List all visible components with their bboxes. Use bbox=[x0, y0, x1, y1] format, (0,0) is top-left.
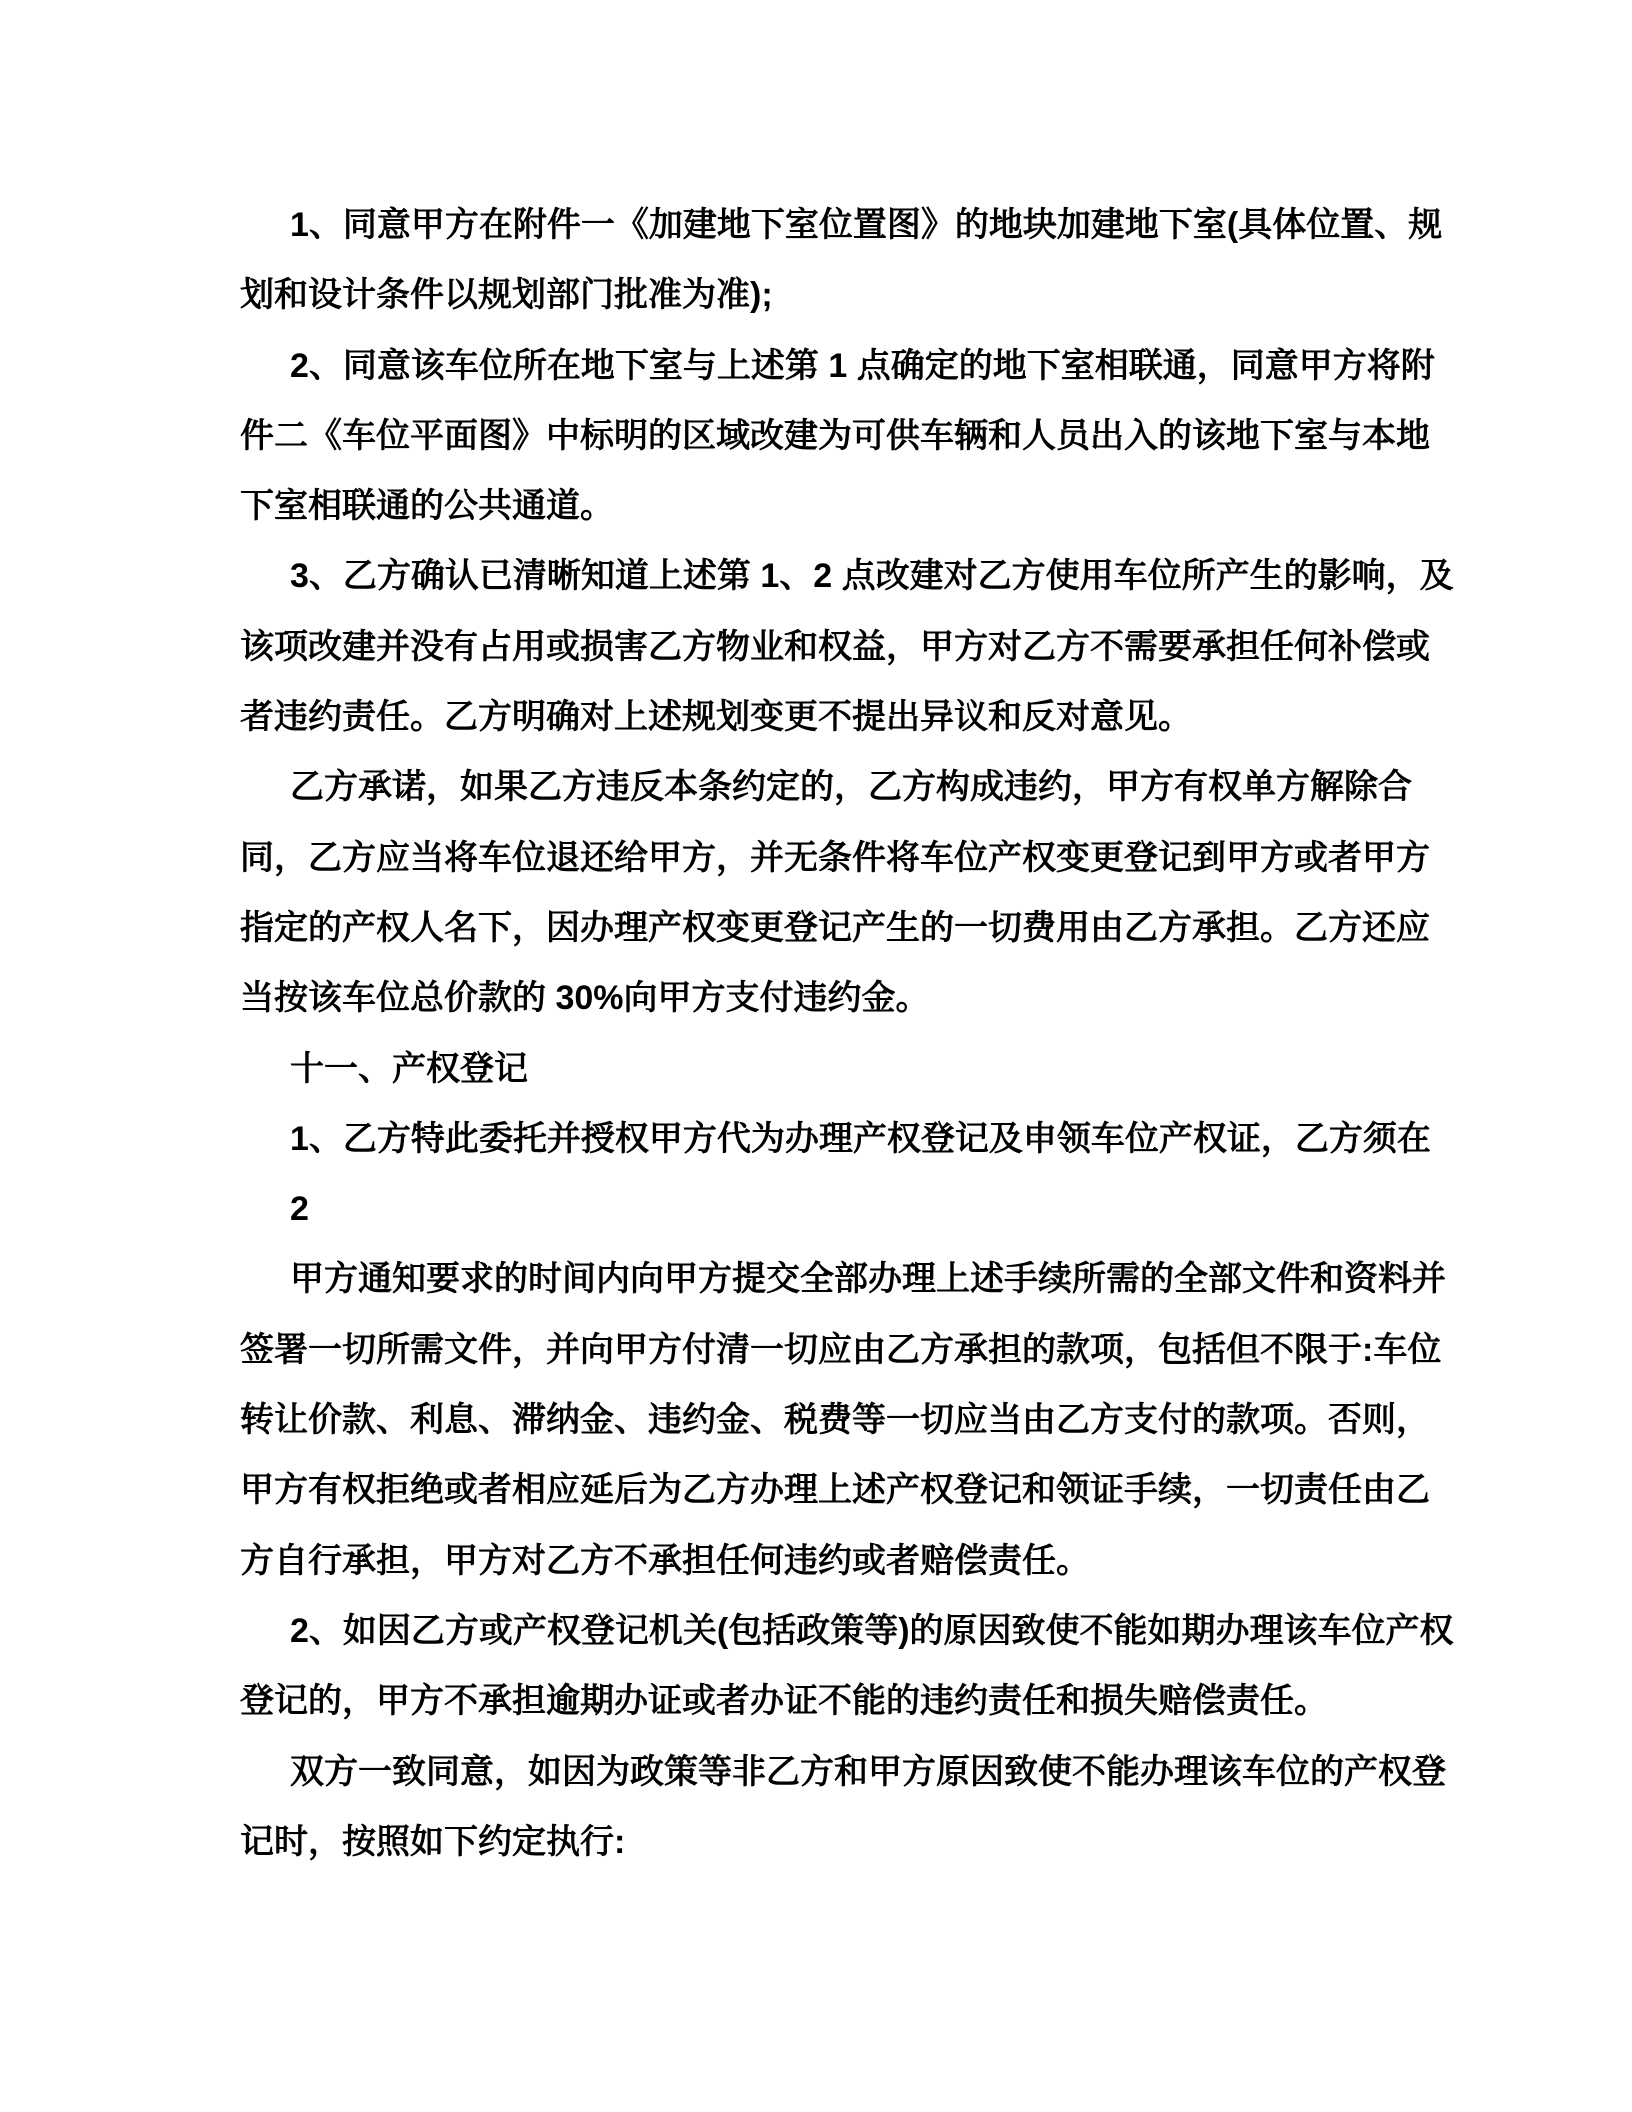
text-line: 当按该车位总价款的 30%向甲方支付违约金。 bbox=[240, 979, 930, 1018]
text-line: 者违约责任。乙方明确对上述规划变更不提出异议和反对意见。 bbox=[240, 698, 1192, 737]
text-line: 下室相联通的公共通道。 bbox=[240, 487, 614, 526]
text-line: 乙方承诺，如果乙方违反本条约定的，乙方构成违约，甲方有权单方解除合 bbox=[290, 768, 1412, 807]
text-line: 记时，按照如下约定执行: bbox=[240, 1822, 626, 1861]
text-line: 1、同意甲方在附件一《加建地下室位置图》的地块加建地下室(具体位置、规 bbox=[290, 206, 1443, 244]
text-line: 方自行承担，甲方对乙方不承担任何违约或者赔偿责任。 bbox=[240, 1541, 1090, 1580]
text-line: 签署一切所需文件，并向甲方付清一切应由乙方承担的款项，包括但不限于:车位 bbox=[240, 1330, 1442, 1369]
text-line: 登记的，甲方不承担逾期办证或者办证不能的违约责任和损失赔偿责任。 bbox=[240, 1682, 1328, 1721]
text-line: 同，乙方应当将车位退还给甲方，并无条件将车位产权变更登记到甲方或者甲方 bbox=[240, 838, 1430, 877]
text-line: 件二《车位平面图》中标明的区域改建为可供车辆和人员出入的该地下室与本地 bbox=[240, 416, 1430, 455]
text-line: 2 bbox=[290, 1190, 309, 1229]
text-line: 转让价款、利息、滞纳金、违约金、税费等一切应当由乙方支付的款项。否则， bbox=[240, 1401, 1430, 1440]
text-line: 双方一致同意，如因为政策等非乙方和甲方原因致使不能办理该车位的产权登 bbox=[290, 1752, 1446, 1791]
text-line: 甲方有权拒绝或者相应延后为乙方办理上述产权登记和领证手续，一切责任由乙 bbox=[240, 1471, 1430, 1510]
text-line: 划和设计条件以规划部门批准为准); bbox=[240, 276, 773, 315]
text-line: 3、乙方确认已清晰知道上述第 1、2 点改建对乙方使用车位所产生的影响，及 bbox=[290, 557, 1454, 596]
text-line: 该项改建并没有占用或损害乙方物业和权益，甲方对乙方不需要承担任何补偿或 bbox=[240, 627, 1430, 666]
text-line: 指定的产权人名下，因办理产权变更登记产生的一切费用由乙方承担。乙方还应 bbox=[240, 908, 1430, 947]
text-line: 2、同意该车位所在地下室与上述第 1 点确定的地下室相联通，同意甲方将附 bbox=[290, 346, 1435, 385]
text-line: 1、乙方特此委托并授权甲方代为办理产权登记及申领车位产权证，乙方须在 bbox=[290, 1119, 1431, 1158]
text-line: 甲方通知要求的时间内向甲方提交全部办理上述手续所需的全部文件和资料并 bbox=[290, 1260, 1446, 1299]
text-line: 十一、产权登记 bbox=[290, 1049, 528, 1088]
text-line: 2、如因乙方或产权登记机关(包括政策等)的原因致使不能如期办理该车位产权 bbox=[290, 1611, 1454, 1650]
